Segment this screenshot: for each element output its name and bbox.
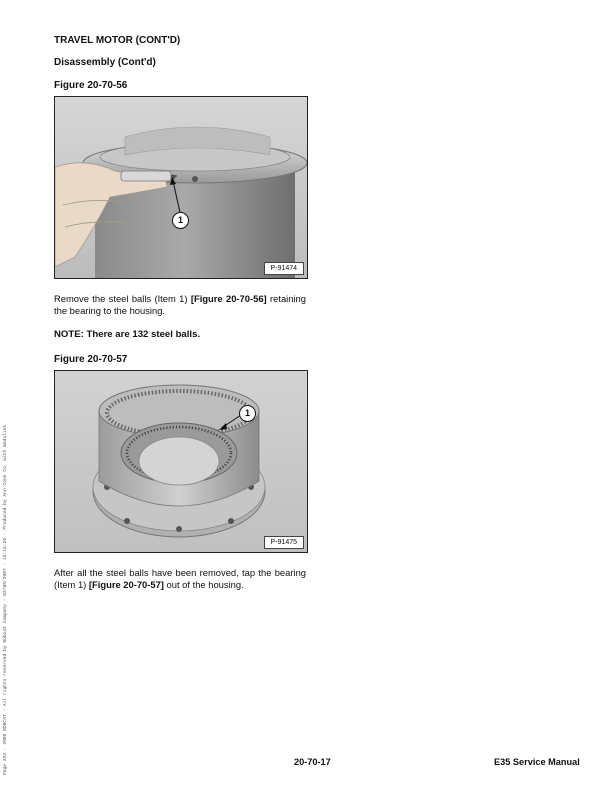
instruction-1-text: Remove the steel balls (Item 1) bbox=[54, 293, 191, 304]
figure-1-label: Figure 20-70-56 bbox=[54, 80, 128, 91]
instruction-1-text-end: retaining the bearing to the housing. bbox=[54, 293, 306, 316]
instruction-2 bbox=[54, 567, 306, 591]
figure-2-photo bbox=[54, 370, 308, 553]
callout-1: 1 bbox=[239, 405, 256, 422]
side-note: Page 322 - 2008 BOBCAT - All rights reserved by Bobcat Company - 02/08/2007 - 15:16:26 - Produced by Ann Cook Co, with modalink bbox=[3, 424, 8, 775]
bearing-housing-photo bbox=[55, 371, 307, 552]
instruction-2-figure-ref: [Figure 20-70-57] bbox=[88, 579, 164, 590]
instruction-2-text-end: out of the housing. bbox=[163, 579, 244, 590]
figure-1-code: P-91474 bbox=[264, 262, 304, 275]
manual-title: E35 Service Manual bbox=[494, 757, 580, 767]
instruction-1 bbox=[54, 293, 306, 317]
instruction-2-text: After all the steel balls have been removed, tap the bearing (Item 1) bbox=[54, 567, 306, 590]
instruction-1-figure-ref: [Figure 20-70-56] bbox=[190, 293, 267, 304]
figure-2-code: P-91475 bbox=[264, 536, 304, 549]
subsection-title: Disassembly (Cont'd) bbox=[54, 57, 156, 68]
page-number: 20-70-17 bbox=[294, 757, 331, 767]
section-title: TRAVEL MOTOR (CONT'D) bbox=[54, 35, 181, 46]
figure-2-label: Figure 20-70-57 bbox=[54, 354, 128, 365]
figure-1-photo bbox=[54, 96, 308, 279]
travel-motor-housing-photo bbox=[55, 97, 307, 278]
note: NOTE: There are 132 steel balls. bbox=[54, 329, 201, 340]
callout-1: 1 bbox=[172, 212, 189, 229]
